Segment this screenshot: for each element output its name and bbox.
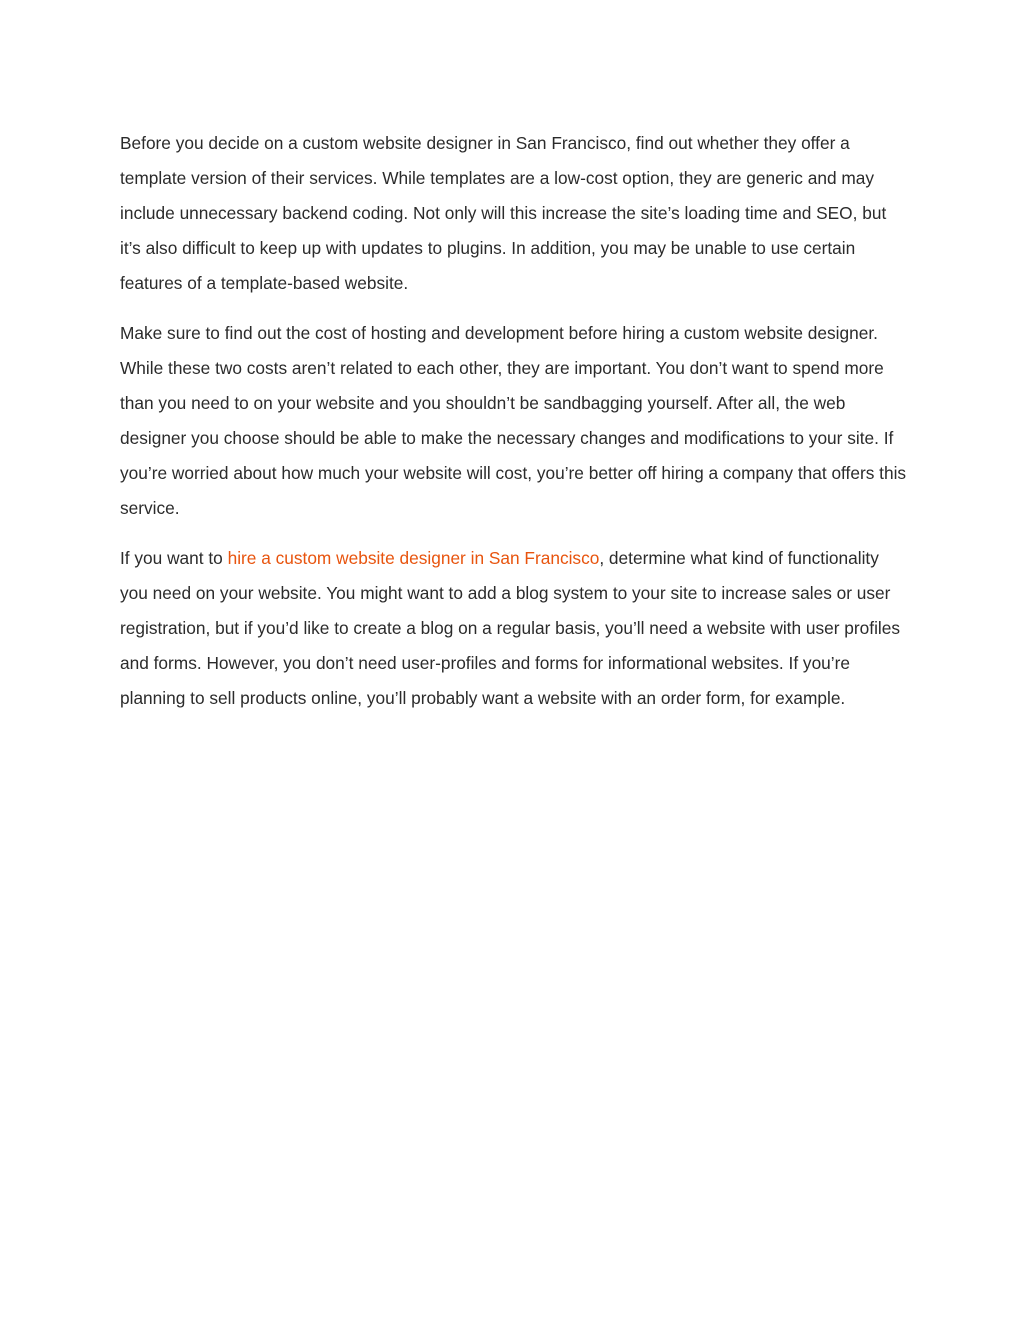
paragraph-text: Make sure to find out the cost of hosting and development before hiring a custom website designer. While these two costs aren’t related to each other, they are important. You don’t want to spend more than you need to on your website and you shouldn’t be sandbagging yourself. After all, the web designer you choose should be able to make the necessary changes and modifications to your site. If you’re worried about how much your website will cost, you’re better off hiring a company that offers this service. [120, 323, 907, 518]
paragraph-functionality [120, 541, 910, 716]
paragraph-hosting-cost [120, 316, 910, 526]
paragraph-text-before-link: If you want to [120, 548, 228, 568]
paragraph-text-after-link: , determine what kind of functionality you need on your website. You might want to add a blog system to your site to increase sales or user registration, but if you’d like to create a blog on a regular basis, you’ll need a website with user profiles and forms. However, you don’t need user-profiles and forms for informational websites. If you’re planning to sell products online, you’ll probably want a website with an order form, for example. [120, 548, 901, 708]
hire-designer-link[interactable]: hire a custom website designer in San Francisco [227, 548, 600, 568]
paragraph-template-warning [120, 126, 910, 301]
paragraph-text: Before you decide on a custom website designer in San Francisco, find out whether they offer a template version of their services. While templates are a low-cost option, they are generic and may include unnecessary backend coding. Not only will this increase the site’s loading time and SEO, but it’s also difficult to keep up with updates to plugins. In addition, you may be unable to use certain features of a template-based website. [120, 133, 887, 293]
document-body [120, 126, 910, 731]
